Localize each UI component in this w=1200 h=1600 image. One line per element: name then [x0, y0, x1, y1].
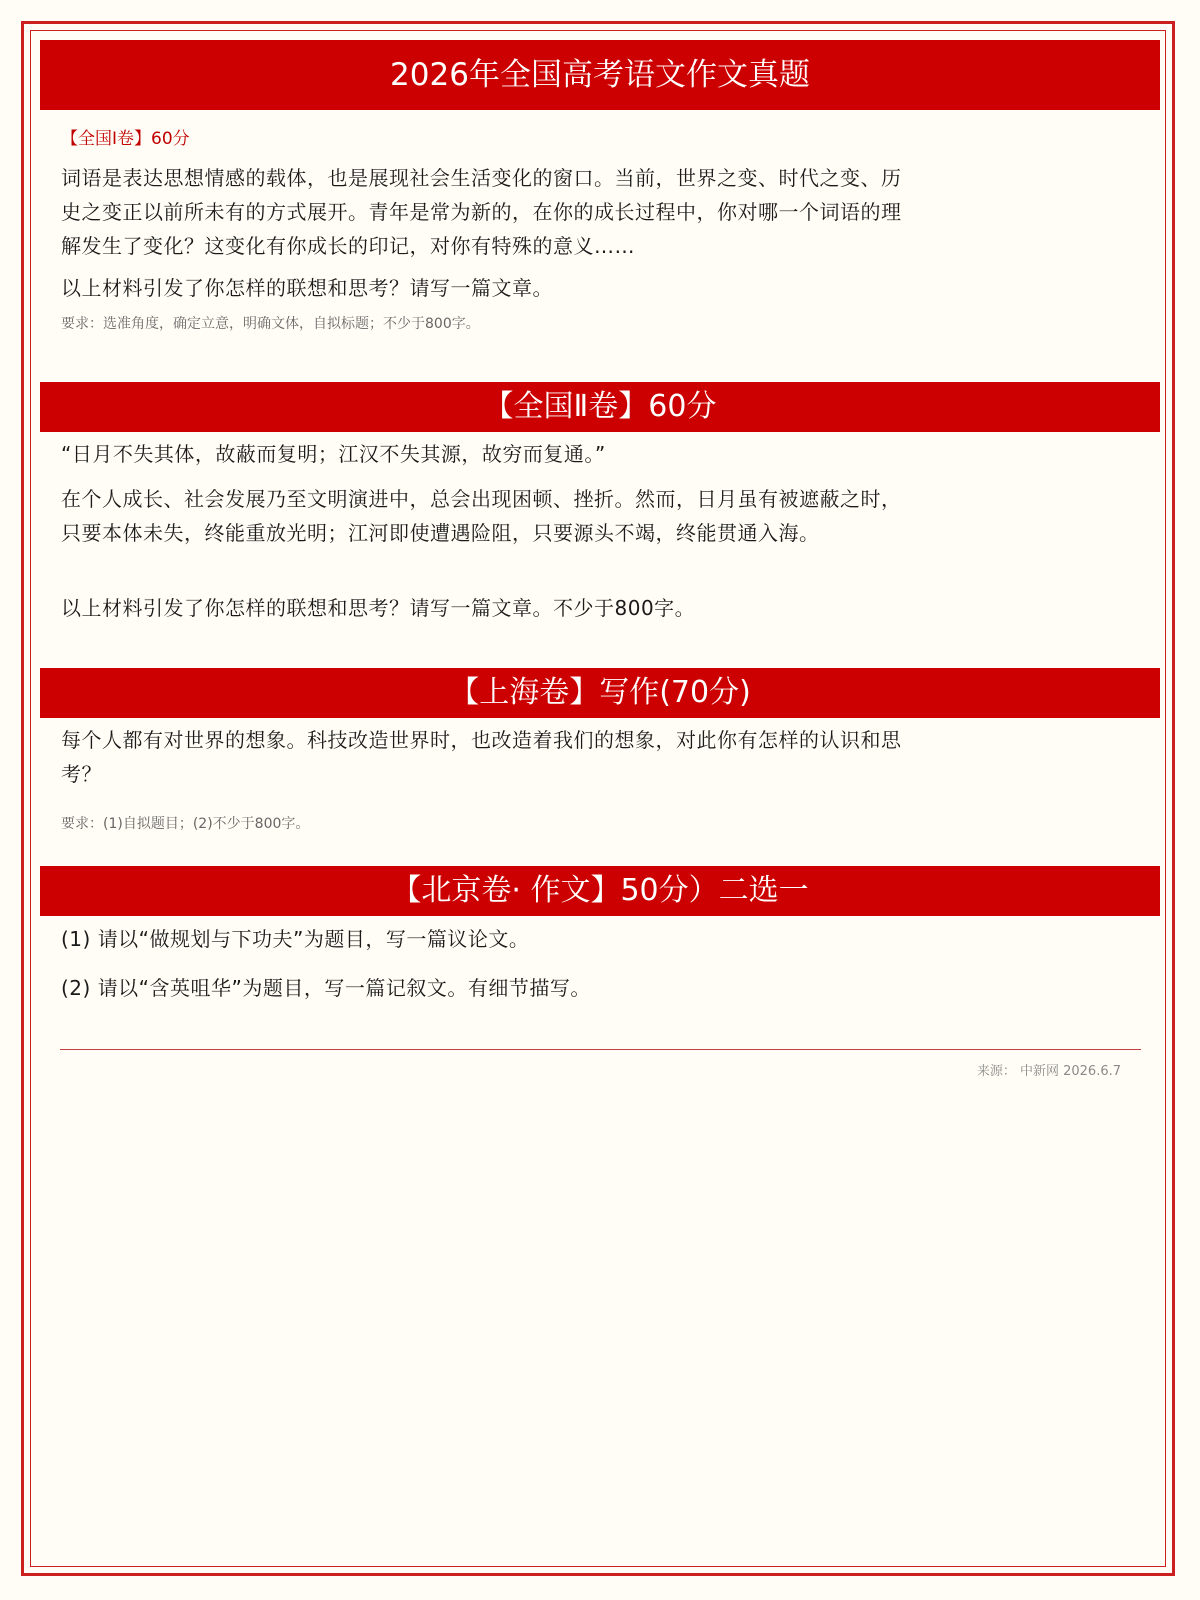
beijing-option-2: (2) 请以“含英咀华”为题目，写一篇记叙文。有细节描写。 [61, 976, 591, 1000]
national-1-label: 【全国Ⅰ卷】60分 [61, 129, 190, 149]
source-credit: 来源： 中新网 2026.6.7 [976, 1064, 1121, 1079]
national-2-heading: 【全国Ⅱ卷】60分 [40, 382, 1160, 432]
national-1-prompt: 词语是表达思想情感的载体，也是展现社会生活变化的窗口。当前，世界之变、时代之变、历史之变正以前所未有的方式展开。青年是常为新的，在你的成长过程中，你对哪一个词语的理解发生了变化？这变化有你成长的印记，对你有特殊的意义…… [61, 166, 902, 258]
national-2-prompt: 在个人成长、社会发展乃至文明演进中，总会出现困顿、挫折。然而，日月虽有被遮蔽之时，只要本体未失，终能重放光明；江河即使遭遇险阻，只要源头不竭，终能贯通入海。 [61, 487, 902, 545]
page-title: 2026年全国高考语文作文真题 [40, 40, 1160, 110]
shanghai-prompt: 每个人都有对世界的想象。科技改造世界时，也改造着我们的想象，对此你有怎样的认识和思考？ [61, 728, 902, 786]
beijing-heading: 【北京卷· 作文】50分）二选一 [40, 866, 1160, 916]
shanghai-heading: 【上海卷】写作(70分) [40, 668, 1160, 718]
national-1-requirement: 要求：选准角度，确定立意，明确文体，自拟标题；不少于800字。 [61, 316, 480, 332]
national-1-instruction: 以上材料引发了你怎样的联想和思考？请写一篇文章。 [61, 276, 553, 300]
national-2-quote: “日月不失其体，故蔽而复明；江汉不失其源，故穷而复通。” [61, 442, 606, 466]
shanghai-requirement: 要求：(1)自拟题目；(2)不少于800字。 [61, 816, 310, 832]
footer-divider [60, 1049, 1141, 1050]
beijing-option-1: (1) 请以“做规划与下功夫”为题目，写一篇议论文。 [61, 927, 530, 951]
national-2-instruction: 以上材料引发了你怎样的联想和思考？请写一篇文章。不少于800字。 [61, 596, 696, 620]
